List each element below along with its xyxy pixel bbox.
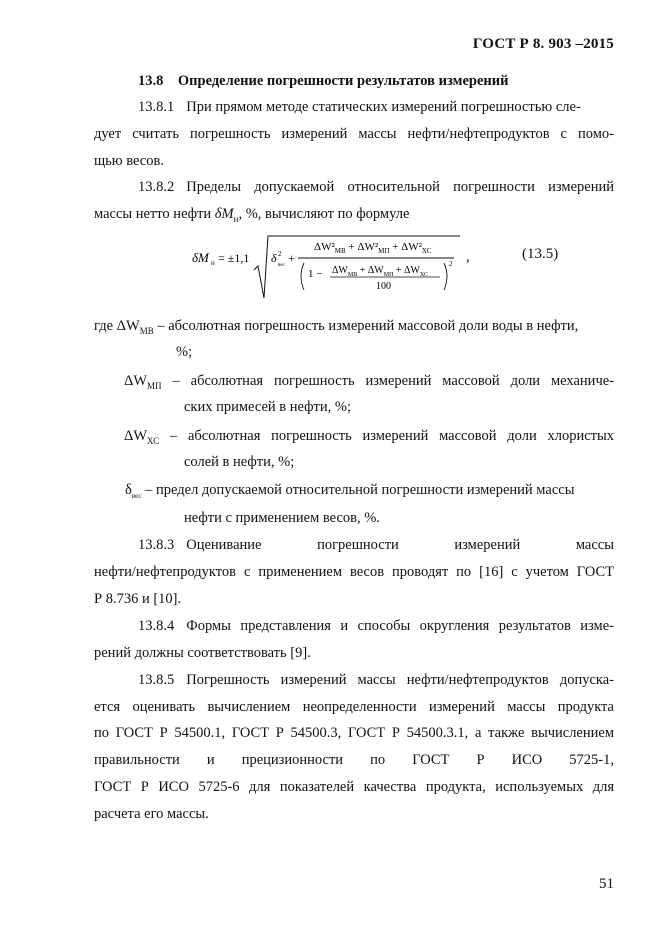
- text: Погрешность измерений массы нефти/нефтепродуктов допуска-: [186, 672, 614, 688]
- delta-m-symbol: δM: [214, 206, 234, 222]
- paragraph-13-8-5-line2: ется оценивать вычислением неопределенности измерений массы продукта: [94, 699, 614, 715]
- text: , %, вычисляют по формуле: [238, 206, 410, 222]
- svg-text:вес: вес: [278, 263, 285, 268]
- subscript: вес: [131, 491, 142, 500]
- paragraph-13-8-3-line3: Р 8.736 и [10].: [94, 591, 182, 607]
- text: массы: [575, 537, 614, 553]
- paragraph-13-8-4-line2: рений должны соответствовать [9].: [94, 645, 311, 661]
- paragraph-13-8-5-line1: [138, 670, 614, 690]
- formula-13-5: [192, 230, 462, 302]
- clause-text-start: [138, 535, 261, 555]
- text: измерений: [454, 537, 521, 553]
- definition-whs-line2: солей в нефти, %;: [184, 454, 295, 470]
- clause-number: 13.8.2: [138, 179, 175, 195]
- standard-header: ГОСТ Р 8. 903 –2015: [472, 36, 614, 52]
- text: ΔW: [124, 428, 148, 444]
- subscript: МВ: [139, 325, 154, 336]
- definition-dves-line1: [125, 480, 574, 506]
- paragraph-13-8-4-line1: [138, 616, 614, 636]
- definition-dves-line2: нефти с применением весов, %.: [184, 510, 380, 526]
- text: Пределы допускаемой относительной погрешности измерений: [186, 179, 614, 195]
- formula-lhs: δM: [192, 250, 209, 265]
- text: – предел допускаемой относительной погрешности измерений массы: [141, 482, 575, 498]
- paragraph-13-8-5-line5: ГОСТ Р ИСО 5725-6 для показателей качества продукта, используемых для: [94, 779, 614, 795]
- definition-whs-line1: [124, 426, 614, 451]
- formula-lhs-sub: н: [211, 259, 215, 267]
- text: – абсолютная погрешность измерений массовой доли хлористых: [159, 428, 614, 444]
- paragraph-13-8-3-line1: [138, 535, 614, 555]
- text: где ΔW: [94, 318, 140, 334]
- page-number: 51: [599, 876, 614, 892]
- definition-wmp-line2: ских примесей в нефти, %;: [184, 399, 351, 415]
- formula-eq: = ±1,1: [218, 251, 250, 265]
- definition-wmp-line1: [124, 371, 614, 396]
- text: – абсолютная погрешность измерений массовой доли воды в нефти,: [153, 318, 579, 334]
- text: δ: [125, 482, 132, 498]
- section-title: Определение погрешности результатов измерений: [177, 73, 509, 89]
- text: Формы представления и способы округления результатов изме-: [186, 618, 614, 634]
- subscript: МП: [147, 380, 162, 391]
- svg-text:100: 100: [376, 281, 391, 292]
- paragraph-13-8-2-line1: [138, 177, 614, 197]
- paragraph-13-8-5-line6: расчета его массы.: [94, 806, 209, 822]
- formula-denominator: $\Delta W_{МВ} + \Delta W_{МП} + \Delta W_{ХС}$: [332, 265, 429, 278]
- formula-comma: ,: [466, 249, 470, 265]
- section-number: 13.8: [138, 73, 164, 89]
- paragraph-13-8-1-line2: дует считать погрешность измерений массы нефти/нефтепродуктов с помо-: [94, 126, 614, 142]
- formula-delta-w: δ: [271, 251, 277, 265]
- paragraph-13-8-5-line4: правильности и прецизионности по ГОСТ Р ИСО 5725-1,: [94, 752, 614, 768]
- equation-number: (13.5): [522, 246, 559, 262]
- clause-number: 13.8.4: [138, 618, 175, 634]
- section-heading: [138, 71, 508, 91]
- svg-text:+: +: [288, 251, 295, 265]
- clause-number: 13.8.5: [138, 672, 175, 688]
- paragraph-13-8-1-line3: щью весов.: [94, 153, 164, 169]
- text: погрешности: [317, 537, 399, 553]
- text: ΔW: [124, 373, 148, 389]
- clause-number: 13.8.1: [138, 99, 175, 115]
- svg-text:2: 2: [278, 250, 282, 258]
- subscript: ХС: [147, 435, 160, 446]
- definition-wmv-line1: [94, 316, 578, 341]
- clause-number: 13.8.3: [138, 537, 175, 553]
- svg-text:1 −: 1 −: [308, 268, 323, 280]
- paragraph-13-8-1-line1: [138, 97, 614, 117]
- text: При прямом методе статических измерений погрешностью сле-: [186, 99, 581, 115]
- text: Оценивание: [186, 537, 262, 553]
- text: – абсолютная погрешность измерений массовой доли механиче-: [161, 373, 614, 389]
- text: массы нетто нефти: [94, 206, 215, 222]
- formula-numerator: $\Delta W^2_{МВ} + \Delta W^2_{МП} + \Delta W^2_{ХС}$: [314, 241, 432, 255]
- svg-text:2: 2: [449, 260, 453, 268]
- definition-wmv-line2: %;: [176, 344, 193, 360]
- subscript: н: [233, 213, 239, 224]
- paragraph-13-8-5-line3: по ГОСТ Р 54500.1, ГОСТ Р 54500.3, ГОСТ Р 54500.3.1, а также вычислением: [94, 725, 614, 741]
- paragraph-13-8-2-line2: [94, 204, 409, 229]
- paragraph-13-8-3-line2: нефти/нефтепродуктов с применением весов проводят по [16] с учетом ГОСТ: [94, 564, 614, 580]
